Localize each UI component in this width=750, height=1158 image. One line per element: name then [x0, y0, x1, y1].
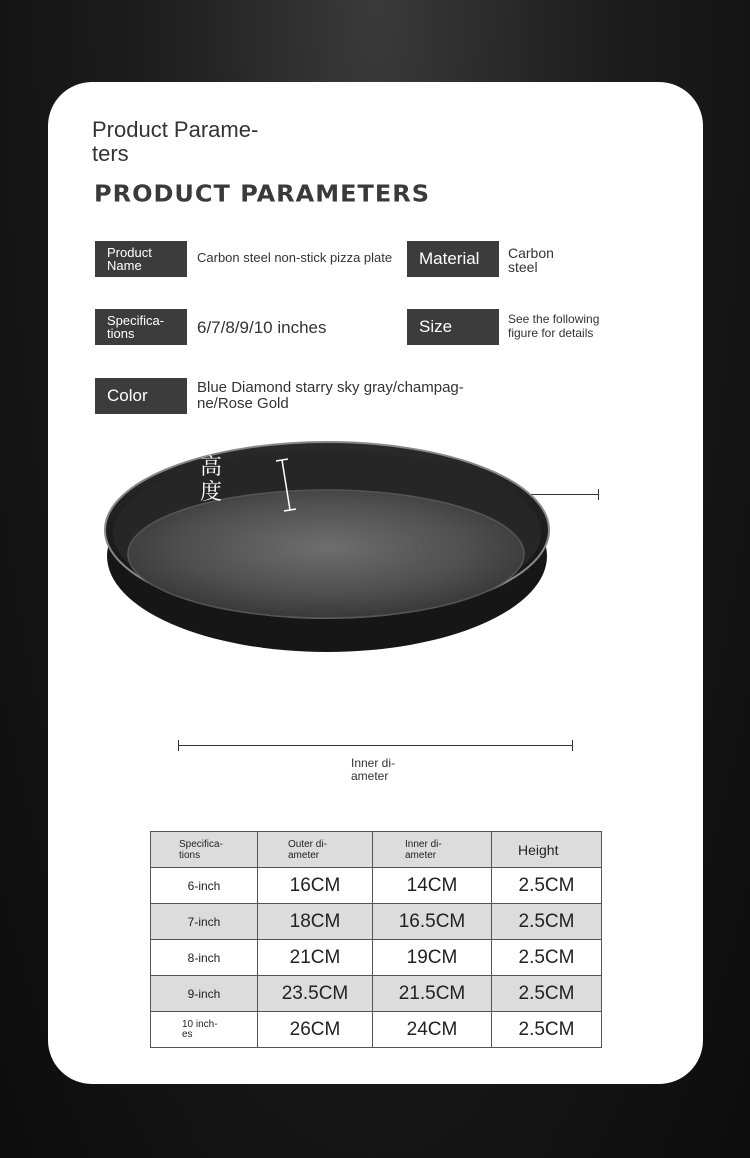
specifications-tag [95, 309, 187, 345]
cell-height: 2.5CM [492, 940, 602, 976]
size-value: See the following figure for details [508, 312, 600, 340]
color-value: Blue Diamond starry sky gray/champag- ne/Rose Gold [197, 379, 464, 412]
color-tag [95, 378, 187, 414]
header-inner-diameter: Inner di- ameter [373, 832, 492, 868]
cell-inner: 19CM [373, 940, 492, 976]
cell-spec: 6-inch [151, 868, 258, 904]
inner-diameter-line [178, 745, 573, 746]
material-tag [407, 241, 499, 277]
cell-height: 2.5CM [492, 976, 602, 1012]
size-tag [407, 309, 499, 345]
page-title: Product Parame- ters [92, 117, 259, 166]
cell-inner: 16.5CM [373, 904, 492, 940]
cell-outer: 16CM [258, 868, 373, 904]
cell-inner: 24CM [373, 1012, 492, 1048]
cell-height: 2.5CM [492, 1012, 602, 1048]
material-label: Material [419, 249, 480, 268]
cell-spec: 9-inch [151, 976, 258, 1012]
table-header-row [151, 832, 602, 868]
cell-height: 2.5CM [492, 904, 602, 940]
cell-height: 2.5CM [492, 868, 602, 904]
table-row [151, 976, 602, 1012]
size-label: Size [419, 317, 453, 336]
product-name-value: Carbon steel non-stick pizza plate [197, 250, 393, 265]
table-row [151, 940, 602, 976]
table-row [151, 904, 602, 940]
table-row [151, 868, 602, 904]
size-table [150, 831, 602, 1048]
cell-spec: 10 inch- es [151, 1012, 258, 1048]
height-label: 高 度 [200, 455, 223, 505]
cell-inner: 14CM [373, 868, 492, 904]
product-name-tag [95, 241, 187, 277]
specifications-value: 6/7/8/9/10 inches [197, 318, 327, 337]
header-specifications: Specifica- tions [151, 832, 258, 868]
pizza-pan-image [104, 430, 550, 654]
header-height: Height [492, 832, 602, 868]
page-title-en: PRODUCT PARAMETERS [94, 180, 431, 208]
product-name-label: Product Name [107, 245, 152, 273]
cell-spec: 8-inch [151, 940, 258, 976]
table-row [151, 1012, 602, 1048]
material-value: Carbon steel [508, 245, 554, 275]
header-outer-diameter: Outer di- ameter [258, 832, 373, 868]
cell-outer: 26CM [258, 1012, 373, 1048]
cell-outer: 18CM [258, 904, 373, 940]
cell-outer: 21CM [258, 940, 373, 976]
specifications-label: Specifica- tions [107, 313, 165, 341]
cell-inner: 21.5CM [373, 976, 492, 1012]
cell-spec: 7-inch [151, 904, 258, 940]
color-label: Color [107, 386, 148, 405]
cell-outer: 23.5CM [258, 976, 373, 1012]
inner-diameter-label: Inner di- ameter [351, 756, 396, 783]
